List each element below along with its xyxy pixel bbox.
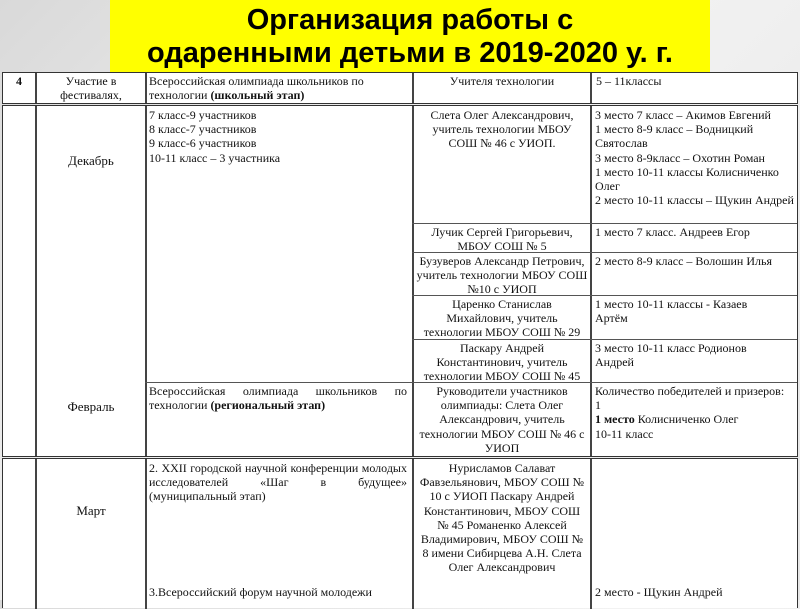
march-teachers-cell: Нурисламов Салават Фавзельянович, МБОУ СОШ № 10 с УИОП Паскару Андрей Константинович, МБОУ СОШ № 45 Романенко Алексей Владимирович, МБОУ СОШ № 8 имени Сибирцева А.Н. Слета Олег Александрович xyxy=(419,461,585,575)
march-event-2: 3.Всероссийский форум научной молодежи xyxy=(149,585,372,599)
category-line-2: фестивалях, xyxy=(60,88,122,103)
month-march: Март xyxy=(76,502,106,518)
category-cell xyxy=(37,74,145,102)
result-summary: Количество победителей и призеров: 1 xyxy=(595,384,785,413)
title-line-1: Организация работы с xyxy=(246,3,574,36)
result-cell: 1 место 10-11 классы - Казаев Артём xyxy=(595,297,748,326)
result-line: 2 место 10-11 классы – Щукин Андрей xyxy=(595,193,794,208)
march-event-1: 2. XXII городской научной конференции молодых исследователей «Шаг в будущее» (муниципальный этап) xyxy=(149,461,407,504)
event-stage: (школьный этап) xyxy=(210,88,305,103)
event-stage: (региональный этап) xyxy=(210,398,326,413)
teacher-cell: Слета Олег Александрович, учитель технологии МБОУ СОШ № 46 с УИОП. xyxy=(430,108,574,151)
result-cell: 2 место 8-9 класс – Волошин Илья xyxy=(595,254,772,268)
teacher-cell: Паскару Андрей Константинович, учитель технологии МБОУ СОШ № 45 xyxy=(423,341,581,384)
slide-title xyxy=(110,0,710,73)
event-line: 8 класс-7 участников xyxy=(149,122,257,137)
march-table xyxy=(2,458,798,608)
category-line-1: Участие в xyxy=(65,74,117,88)
event-line: 7 класс-9 участников xyxy=(149,108,257,122)
february-result-cell xyxy=(595,384,785,441)
teacher-cell: Царенко Станислав Михайлович, учитель технологии МБОУ СОШ № 29 xyxy=(423,297,581,340)
result-name: Колисниченко Олег xyxy=(634,412,739,427)
result-cell: 3 место 10-11 класс Родионов Андрей xyxy=(595,341,747,370)
result-line: 3 место 8-9класс – Охотин Роман xyxy=(595,150,765,165)
result-line: 3 место 7 класс – Акимов Евгений xyxy=(595,108,771,122)
event-cell xyxy=(149,74,407,102)
teacher-cell: Лучик Сергей Григорьевич, МБОУ СОШ № 5 xyxy=(431,225,573,254)
month-february: Февраль xyxy=(67,398,115,414)
december-february-table xyxy=(2,105,798,457)
event-line: 10-11 класс – 3 участника xyxy=(149,150,281,165)
february-teacher-cell: Руководители участников олимпиады: Слета Олег Александрович, учитель технологии МБОУ СОШ № 46 с УИОП xyxy=(419,384,585,455)
result-line: 1 место 10-11 классы Колисниченко Олег xyxy=(595,164,779,194)
participants-cell: 5 – 11классы xyxy=(596,74,662,88)
result-class: 10-11 класс xyxy=(595,426,654,441)
december-event-cell xyxy=(149,108,407,165)
month-december: Декабрь xyxy=(68,152,114,168)
row-number: 4 xyxy=(16,74,22,88)
result-place: 1 место xyxy=(595,412,635,427)
event-text: Всероссийская олимпиада школьников по технологии xyxy=(149,384,407,413)
result-cell xyxy=(595,108,795,207)
result-cell: 1 место 7 класс. Андреев Егор xyxy=(595,225,750,239)
event-text: Всероссийская олимпиада школьников по технологии xyxy=(149,74,364,103)
header-row-table xyxy=(2,72,798,104)
result-line: 1 место 8-9 класс – Водницкий Святослав xyxy=(595,122,754,151)
responsible-cell: Учителя технологии xyxy=(449,74,555,88)
title-line-2: одаренными детьми в 2019-2020 у. г. xyxy=(147,36,673,69)
teacher-cell: Бузуверов Александр Петрович, учитель технологии МБОУ СОШ №10 с УИОП xyxy=(416,254,588,297)
event-line: 9 класс-6 участников xyxy=(149,136,257,151)
february-event-cell xyxy=(149,384,407,412)
march-result-cell: 2 место - Щукин Андрей xyxy=(595,585,723,599)
